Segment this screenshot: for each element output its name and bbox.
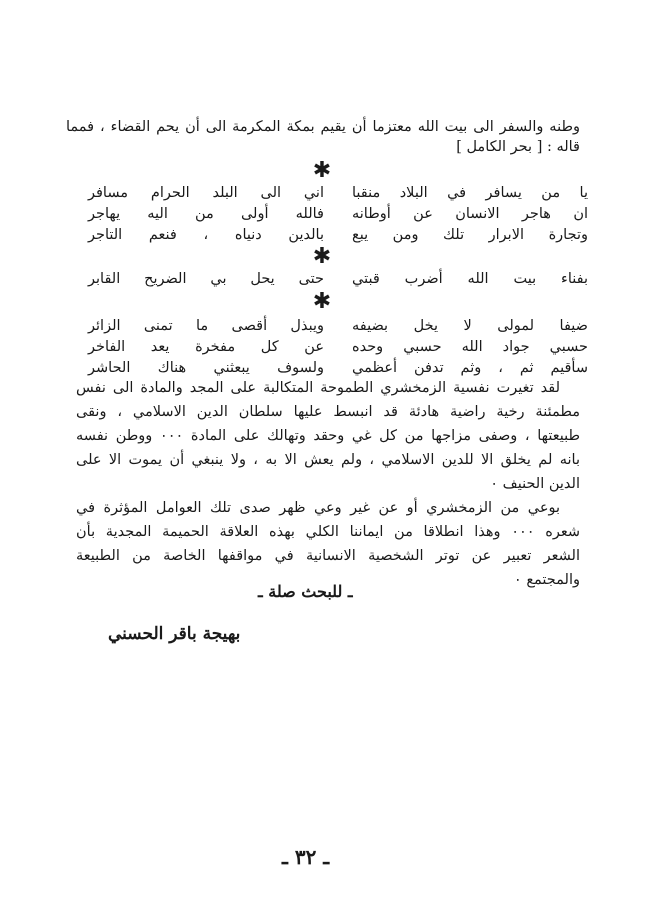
verse-first-hemistich: حسبي جواد الله حسبي وحده [352, 339, 588, 355]
verse-first-hemistich: سأقيم ثم ، وثم تدفن أعظمي [352, 360, 588, 376]
paragraph-2-line: بوعي من الزمخشري أو عن غير وعي ظهر صدى تلك العوامل المؤثرة في [76, 500, 560, 516]
verse-first-hemistich: وتجارة الابرار تلك ومن يبع [352, 227, 588, 243]
verse-second-hemistich: اني الى البلد الحرام مسافر [88, 185, 324, 201]
verse-row [88, 203, 588, 225]
to-be-continued: ـ للبحث صلة ـ [258, 582, 353, 601]
verse-row [88, 357, 588, 379]
paragraph-1-line: طبيعتها ، وصفى مزاجها من كل غي وحقد وتهالك على المادة ۰۰۰ ووطن نفسه [76, 428, 580, 444]
verse-second-hemistich: ولسوف يبعثني هناك الحاشر [88, 360, 324, 376]
verse-row [88, 268, 588, 290]
verse-first-hemistich: يا من يسافر في البلاد منقبا [352, 185, 588, 201]
verse-first-hemistich: بفناء بيت الله أضرب قبتي [352, 271, 588, 287]
verse-second-hemistich: عن كل مفخرة يعد الفاخر [88, 339, 324, 355]
verse-row [88, 315, 588, 337]
author-name: بهيجة باقر الحسني [108, 624, 241, 644]
verse-first-hemistich: ضيفا لمولى لا يخل بضيفه [352, 318, 588, 334]
ornament-star-icon: ✱ [312, 244, 332, 269]
verse-row [88, 336, 588, 358]
paragraph-1-line: مطمئنة رخية راضية هادئة قد انبسط عليها سلطان الدين الاسلامي ، ونقى [76, 404, 580, 420]
verse-row [88, 182, 588, 204]
intro-line-2: قاله : [ بحر الكامل ] [456, 139, 580, 155]
paragraph-2-line: والمجتمع ۰ [513, 572, 580, 588]
ornament-star-icon: ✱ [312, 158, 332, 183]
paragraph-2-line: الشعر تعبير عن توتر الشخصية الانسانية في مواقفها الخاصة من الطبيعة [76, 548, 580, 564]
ornament-star-icon: ✱ [312, 289, 332, 314]
paragraph-1-line: بانه لم يخلق الا للدين الاسلامي ، ولم يعش الا به ، ولا ينبغي أن يموت الا على [76, 452, 580, 468]
verse-second-hemistich: بالدين دنياه ، فنعم التاجر [88, 227, 324, 243]
paragraph-1-line: لقد تغيرت نفسية الزمخشري الطموحة المتكالبة على المجد والمادة الى نفس [76, 380, 560, 396]
verse-first-hemistich: ان هاجر الانسان عن أوطانه [352, 206, 588, 222]
paragraph-1-line: الدين الحنيف ۰ [490, 476, 580, 492]
verse-second-hemistich: ويبذل أقصى ما تمنى الزائر [88, 318, 324, 334]
verse-second-hemistich: حتى يحل بي الضريح القابر [88, 271, 324, 287]
paragraph-2-line: شعره ۰۰۰ وهذا انطلاقا من ايماننا الكلي بهذه العلاقة الحميمة المجدية بأن [76, 524, 580, 540]
page-number: ـ ٣٢ ـ [282, 845, 330, 869]
verse-row [88, 224, 588, 246]
verse-second-hemistich: فالله أولى من اليه يهاجر [88, 206, 324, 222]
intro-line-1: وطنه والسفر الى بيت الله معتزما أن يقيم بمكة المكرمة الى أن يحم القضاء ، فمما [66, 119, 580, 135]
